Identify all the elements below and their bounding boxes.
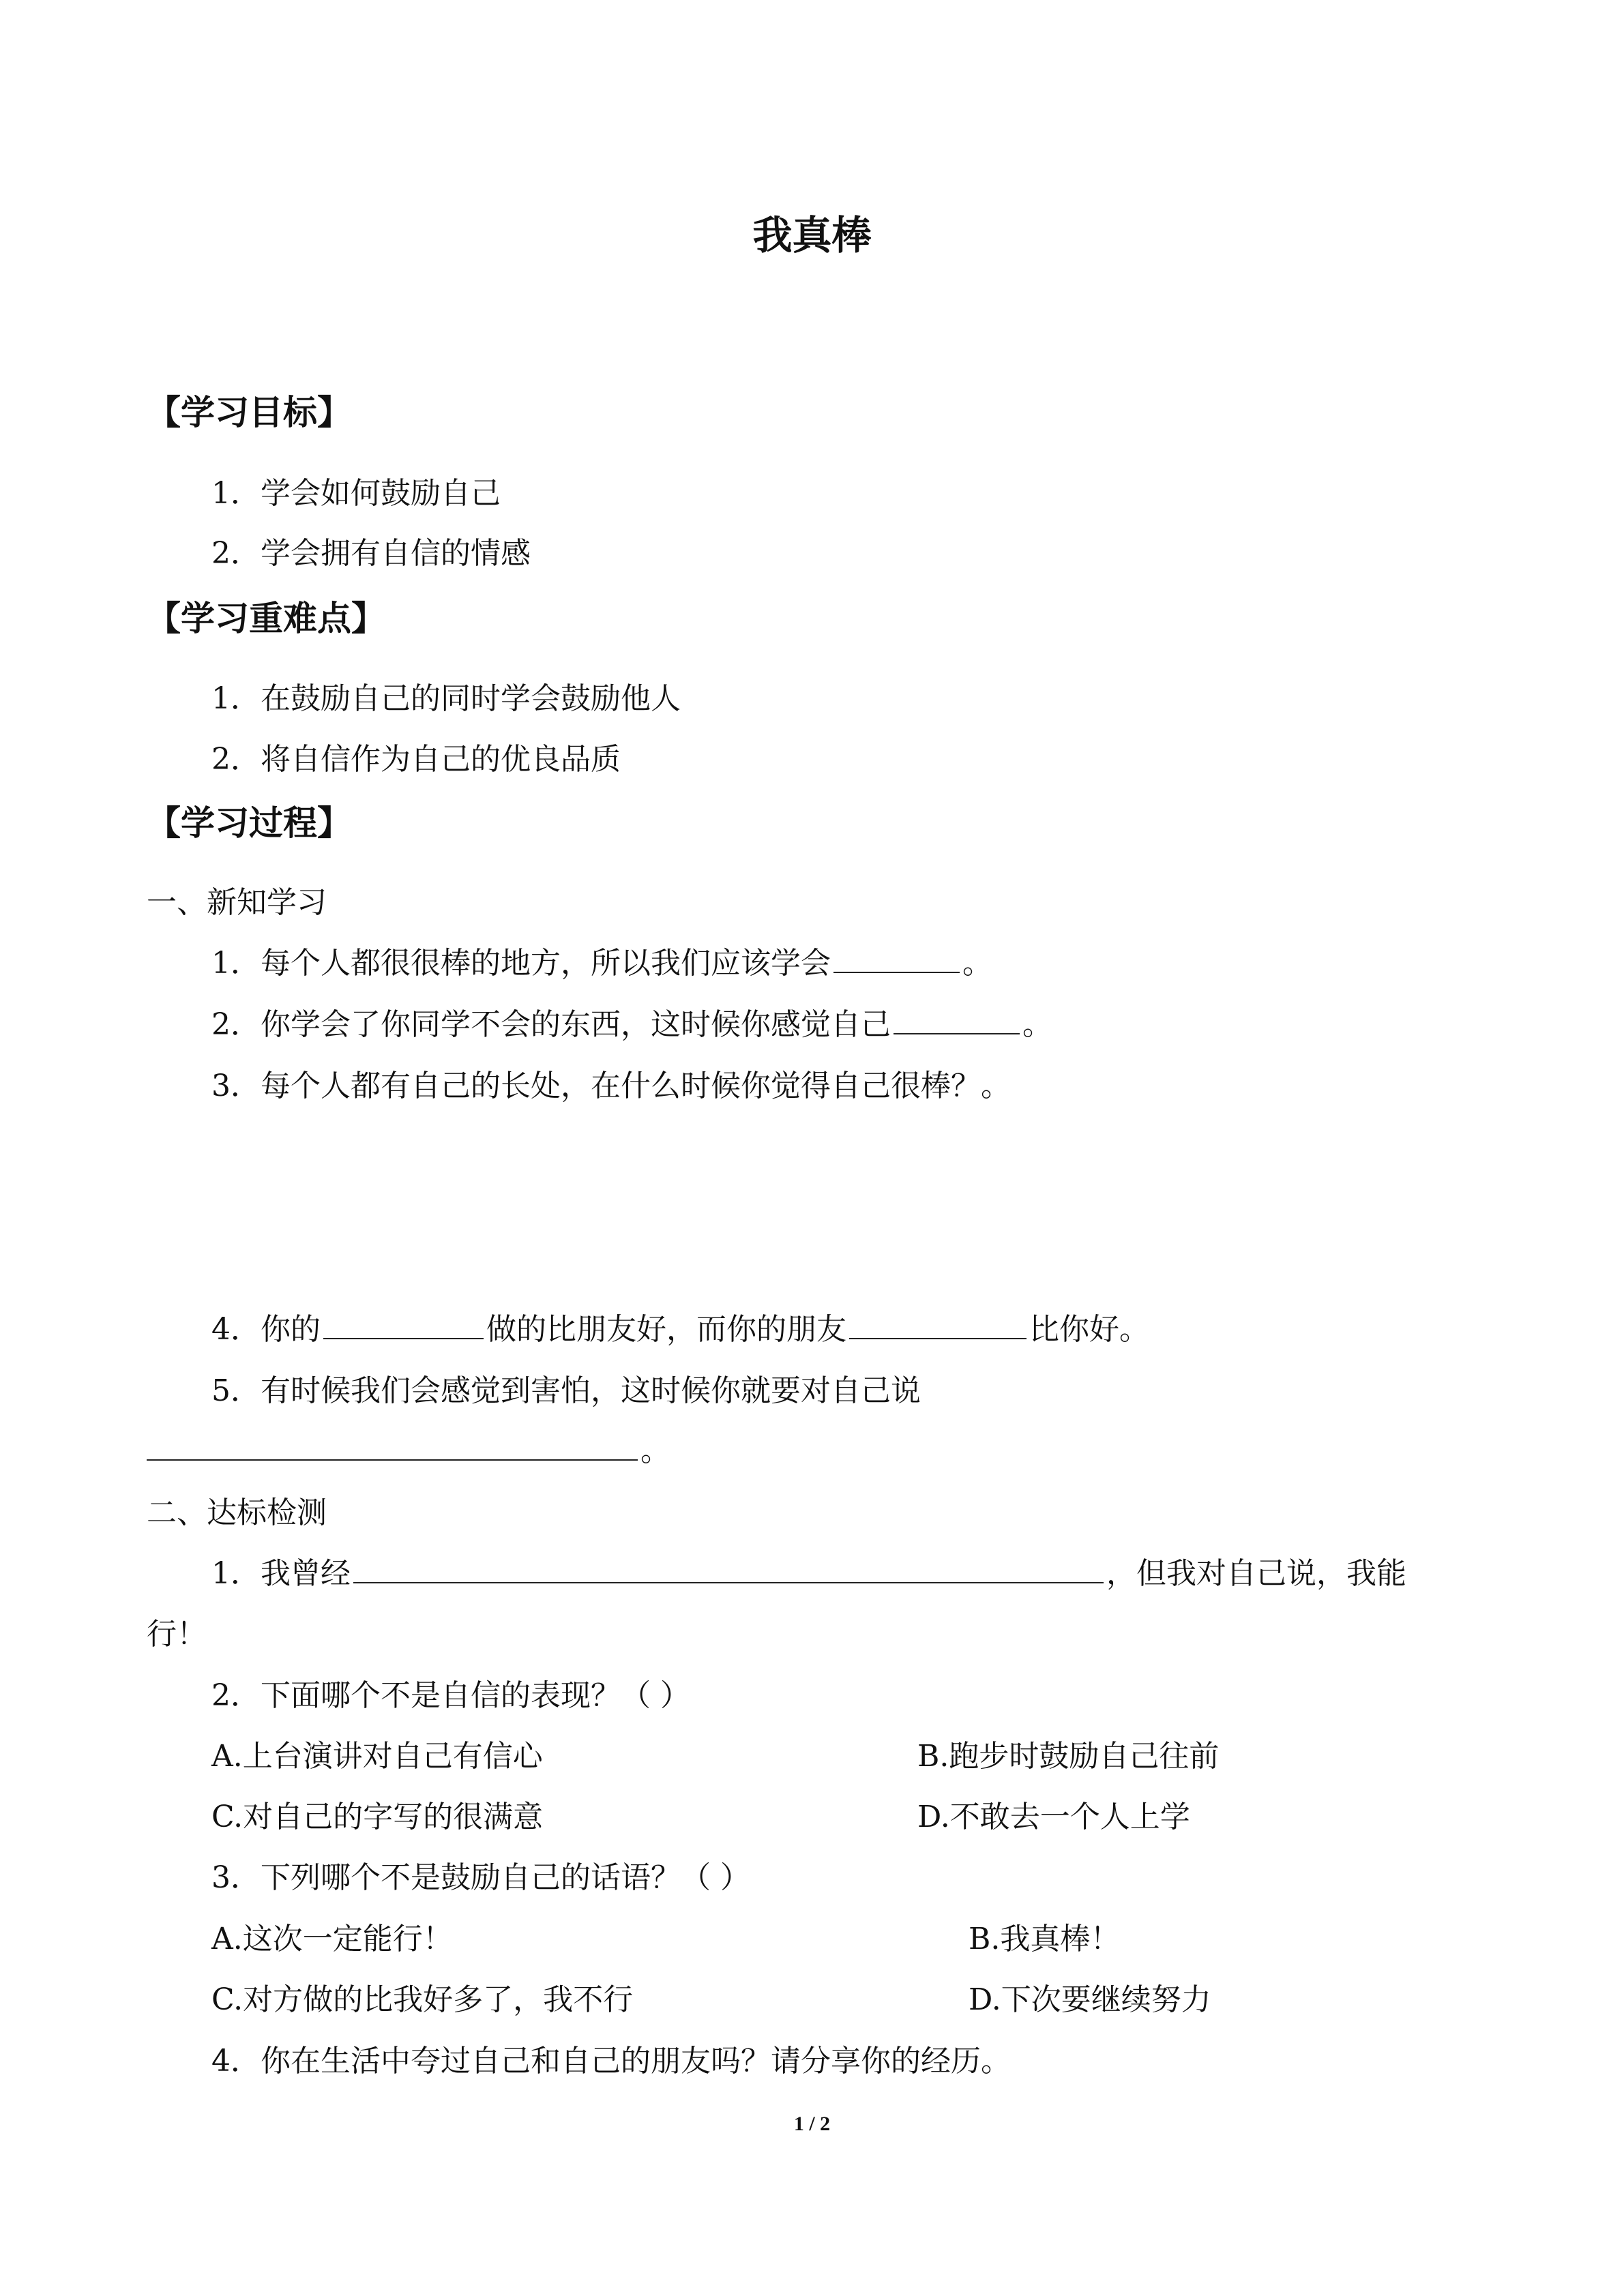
part2-question-1	[211, 1552, 1406, 1596]
question-text: 1．我曾经	[211, 1556, 351, 1591]
question-text: 做的比朋友好，而你的朋友	[486, 1312, 846, 1347]
part2-question-3: 3．下列哪个不是鼓励自己的话语？（ ）	[211, 1860, 750, 1895]
question-text: ，但我对自己说，我能	[1106, 1556, 1406, 1591]
part1-question-4	[211, 1308, 1149, 1352]
goal-item: 1．学会如何鼓励自己	[211, 476, 501, 511]
answer-blank[interactable]	[833, 942, 960, 973]
answer-blank[interactable]	[323, 1308, 484, 1339]
page-title: 我真棒	[752, 212, 872, 258]
option-a[interactable]: A.这次一定能行！	[211, 1922, 453, 1956]
part2-question-1-cont: 行！	[147, 1617, 207, 1652]
section-heading-process: 【学习过程】	[147, 803, 351, 843]
question-text: 比你好。	[1029, 1312, 1149, 1347]
key-point-item: 1．在鼓励自己的同时学会鼓励他人	[211, 681, 681, 716]
part1-question-1	[211, 942, 992, 985]
part1-question-2	[211, 1003, 1052, 1047]
question-text: 。	[962, 946, 992, 981]
goal-item: 2．学会拥有自信的情感	[211, 536, 531, 571]
part1-question-5: 5．有时候我们会感觉到害怕，这时候你就要对自己说	[211, 1373, 921, 1408]
part1-question-3: 3．每个人都有自己的长处，在什么时候你觉得自己很棒？。	[211, 1069, 1011, 1103]
question-text: 1．每个人都很很棒的地方，所以我们应该学会	[211, 946, 831, 981]
question-text: 。	[640, 1433, 670, 1468]
section-heading-key-points: 【学习重难点】	[147, 599, 385, 638]
part2-question-4: 4．你在生活中夸过自己和自己的朋友吗？请分享你的经历。	[211, 2044, 1011, 2078]
answer-blank[interactable]	[849, 1308, 1027, 1339]
key-point-item: 2．将自信作为自己的优良品质	[211, 742, 621, 777]
page-number: 1 / 2	[793, 2113, 831, 2135]
option-d[interactable]: D.下次要继续努力	[969, 1982, 1211, 2017]
option-a[interactable]: A.上台演讲对自己有信心	[211, 1739, 543, 1774]
part2-question-2: 2．下面哪个不是自信的表现？（ ）	[211, 1678, 690, 1713]
part1-question-5-answer-line	[147, 1429, 670, 1473]
option-c[interactable]: C.对自己的字写的很满意	[211, 1800, 544, 1834]
option-d[interactable]: D.不敢去一个人上学	[917, 1800, 1190, 1834]
answer-blank[interactable]	[894, 1003, 1020, 1034]
question-text: 。	[1022, 1007, 1052, 1042]
option-b[interactable]: B.我真棒！	[969, 1922, 1121, 1956]
section-heading-goals: 【学习目标】	[147, 393, 351, 432]
question-text: 2．你学会了你同学不会的东西，这时候你感觉自己	[211, 1007, 891, 1042]
part1-title: 一、新知学习	[147, 885, 327, 920]
option-b[interactable]: B.跑步时鼓励自己往前	[917, 1739, 1220, 1774]
option-c[interactable]: C.对方做的比我好多了，我不行	[211, 1982, 634, 2017]
answer-blank[interactable]	[147, 1429, 638, 1461]
part2-title: 二、达标检测	[147, 1495, 327, 1530]
question-text: 4．你的	[211, 1312, 321, 1347]
answer-blank[interactable]	[353, 1552, 1104, 1583]
